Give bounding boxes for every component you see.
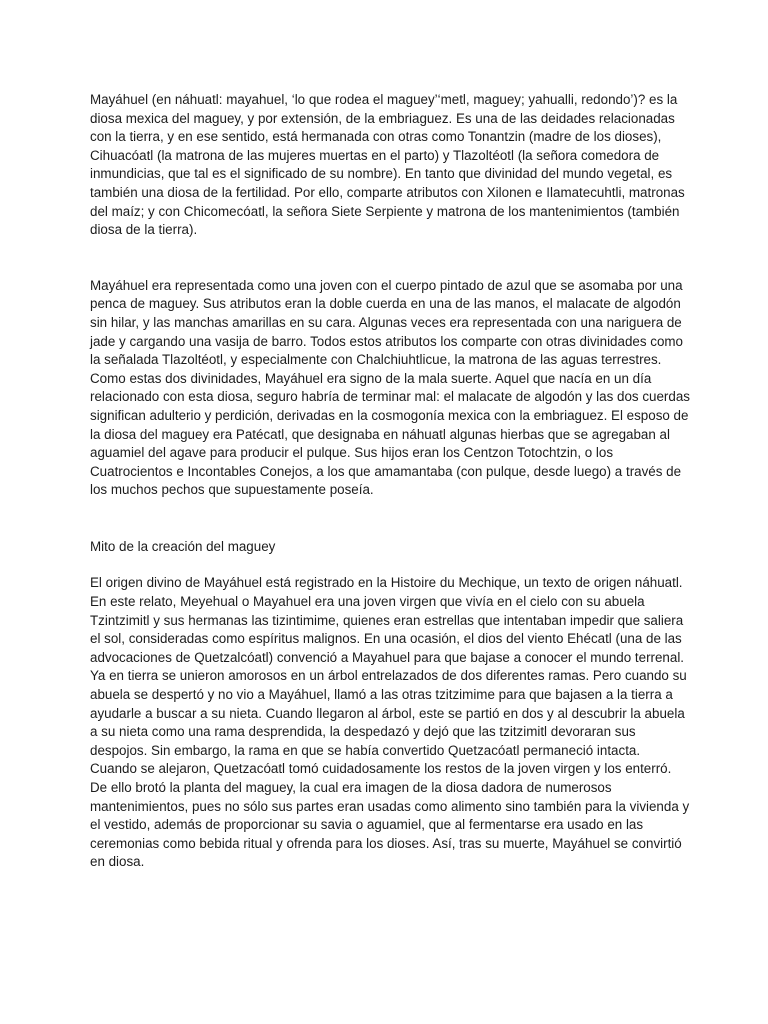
paragraph-intro: Mayáhuel (en náhuatl: mayahuel, ‘lo que rodea el maguey’‘metl, maguey; yahualli, redondo’)? es la diosa mexica del maguey, y por extensión, de la embriaguez. Es una de las deidades relacionadas con la tierra, y en ese sentido, está hermanada con otras como Tonantzin (madre de los dioses), Cihuacóatl (la matrona de las mujeres muertas en el parto) y Tlazoltéotl (la señora comedora de inmundicias, que tal es el significado de su nombre). En tanto que divinidad del mundo vegetal, es también una diosa de la fertilidad. Por ello, comparte atributos con Xilonen e Ilamatecuhtli, matronas del maíz; y con Chicomecóatl, la señora Siete Serpiente y matrona de los mantenimientos (también diosa de la tierra). [90,92,685,238]
paragraph-spacer [90,556,690,574]
paragraph-spacer [90,240,690,277]
section-heading: Mito de la creación del maguey [90,538,276,554]
document-body [90,91,690,872]
paragraph-spacer [90,500,690,538]
paragraph-representation: Mayáhuel era representada como una joven con el cuerpo pintado de azul que se asomaba por una penca de maguey. Sus atributos eran la doble cuerda en una de las manos, el malacate de algodón sin hilar, y las manchas amarillas en su cara. Algunas veces era representada con una nariguera de jade y cargando una vasija de barro. Todos estos atributos los comparte con otras divinidades como la señalada Tlazoltéotl, y especialmente con Chalchiuhtlicue, la matrona de las aguas terrestres. Como estas dos divinidades, Mayáhuel era signo de la mala suerte. Aquel que nacía en un día relacionado con esta diosa, seguro habría de terminar mal: el malacate de algodón y las dos cuerdas significan adulterio y perdición, derivadas en la cosmogonía mexica con la embriaguez. El esposo de la diosa del maguey era Patécatl, que designaba en náhuatl algunas hierbas que se agregaban al aguamiel del agave para producir el pulque. Sus hijos eran los Centzon Totochtzin, o los Cuatrocientos e Incontables Conejos, a los que amamantaba (con pulque, desde luego) a través de los muchos pechos que supuestamente poseía. [90,277,690,498]
paragraph-myth: El origen divino de Mayáhuel está registrado en la Histoire du Mechique, un texto de origen náhuatl. En este relato, Meyehual o Mayahuel era una joven virgen que vivía en el cielo con su abuela Tzintzimitl y sus hermanas las tizintimime, quienes eran estrellas que intentaban impedir que saliera el sol, consideradas como espíritus malignos. En una ocasión, el dios del viento Ehécatl (una de las advocaciones de Quetzalcóatl) convenció a Mayahuel para que bajase a conocer el mundo terrenal. Ya en tierra se unieron amorosos en un árbol entrelazados de dos diferentes ramas. Pero cuando su abuela se despertó y no vio a Mayáhuel, llamó a las otras tzitzimime para que bajasen a la tierra a ayudarle a buscar a su nieta. Cuando llegaron al árbol, este se partió en dos y al descubrir la abuela a su nieta como una rama desprendida, la despedazó y dejó que las tzitzimitl devoraran sus despojos. Sin embargo, la rama en que se había convertido Quetzacóatl permaneció intacta. Cuando se alejaron, Quetzacóatl tomó cuidadosamente los restos de la joven virgen y los enterró. De ello brotó la planta del maguey, la cual era imagen de la diosa dadora de numerosos mantenimientos, pues no sólo sus partes eran usadas como alimento sino también para la vivienda y el vestido, además de proporcionar su savia o aguamiel, que al fermentarse era usado en las ceremonias como bebida ritual y ofrenda para los dioses. Así, tras su muerte, Mayáhuel se convirtió en diosa. [90,575,690,870]
